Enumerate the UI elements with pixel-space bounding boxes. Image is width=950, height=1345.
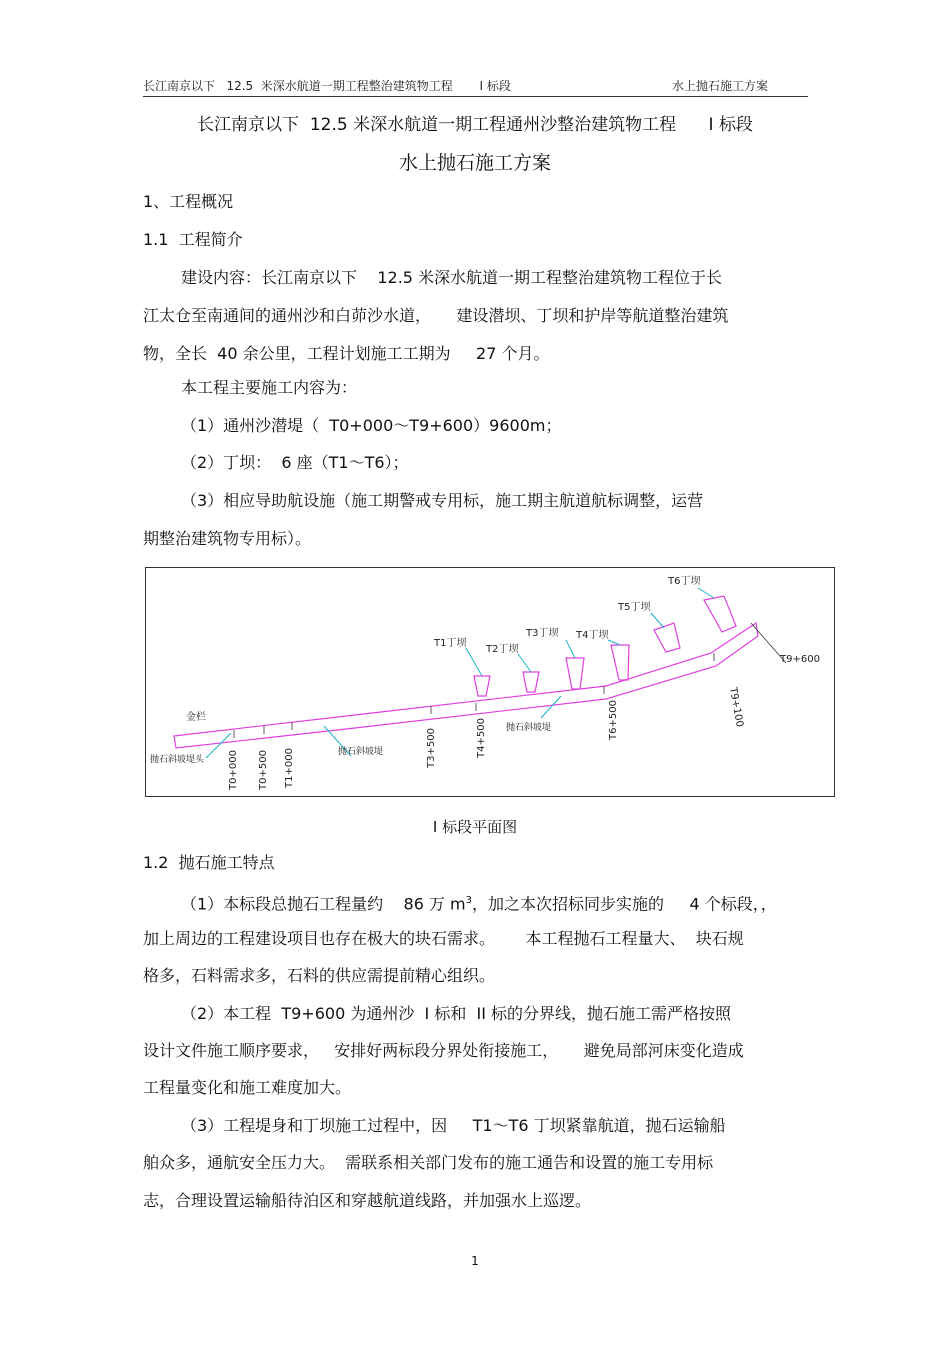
plan-figure (145, 567, 835, 797)
t3-groyne (566, 658, 584, 689)
label-t4-500: T4+500 (476, 718, 487, 758)
intro-line-1: 建设内容：长江南京以下 12.5 米深水航道一期工程整治建筑物工程位于长 (181, 268, 723, 287)
t4-groyne (611, 645, 629, 680)
label-jinlan: 金栏 (186, 712, 206, 723)
t6-groyne (704, 596, 736, 632)
section-heading-1-2: 1.2 抛石施工特点 (143, 853, 275, 872)
p1-line-2: 加上周边的工程建设项目也存在极大的块石需求。 本工程抛石工程量大、 块石规 (143, 929, 744, 948)
item-2: （2）丁坝： 6 座（T1～T6）； (181, 453, 409, 472)
label-t4: T4丁坝 (576, 630, 609, 641)
content-intro: 本工程主要施工内容为： (181, 378, 358, 397)
t5-groyne (654, 623, 680, 652)
label-t5: T5丁坝 (618, 602, 651, 613)
label-t1-000: T1+000 (284, 748, 295, 788)
leader-t1 (466, 648, 482, 676)
label-t0-500: T0+500 (258, 750, 269, 790)
leader-t5 (651, 613, 664, 628)
leader-t3 (566, 640, 575, 658)
p3-line-3: 志，合理设置运输船待泊区和穿越航道线路，并加强水上巡逻。 (143, 1191, 592, 1210)
document-subtitle: 水上抛石施工方案 (398, 152, 551, 174)
document-title: 长江南京以下 12.5 米深水航道一期工程通州沙整治建筑物工程 I 标段 (197, 115, 753, 135)
p2-line-2: 设计文件施工顺序要求， 安排好两标段分界处衔接施工， 避免局部河床变化造成 (143, 1041, 744, 1060)
p1-superscript: 3 (465, 895, 473, 906)
leader-t4 (608, 640, 620, 645)
p1-line-3: 格多，石料需求多，石料的供应需提前精心组织。 (143, 966, 496, 985)
p2-line-3: 工程量变化和施工难度加大。 (143, 1078, 352, 1097)
label-t6: T6丁坝 (668, 576, 701, 587)
tick-lines (234, 653, 714, 738)
label-head: 抛石斜坡堤头 (150, 755, 205, 765)
header-right: 水上抛石施工方案 (672, 79, 769, 93)
item-1: （1）通州沙潜堤（ T0+000～T9+600）9600m； (181, 416, 562, 435)
page-number: 1 (471, 1254, 479, 1268)
p3-line-2: 舶众多，通航安全压力大。 需联系相关部门发布的施工通告和设置的施工专用标 (143, 1153, 714, 1172)
plan-drawing (146, 568, 834, 796)
item-3-continued: 期整治建筑物专用标）。 (143, 529, 312, 548)
header-left: 长江南京以下 12.5 米深水航道一期工程整治建筑物工程 I 标段 (143, 79, 511, 93)
intro-line-2: 江太仓至南通间的通州沙和白茆沙水道， 建设潜坝、丁坝和护岸等航道整治建筑 (143, 306, 729, 325)
label-t0-000: T0+000 (228, 750, 239, 790)
section-heading-1-1: 1.1 工程简介 (143, 230, 243, 249)
label-t2: T2丁坝 (486, 644, 519, 655)
label-t3: T3丁坝 (526, 628, 559, 639)
t2-groyne (523, 672, 539, 692)
label-t1: T1丁坝 (434, 638, 467, 649)
t1-groyne (474, 676, 490, 696)
label-t9-100: T9+100 (727, 686, 745, 728)
leader-t6 (698, 588, 714, 598)
figure-caption: I 标段平面图 (432, 818, 518, 836)
label-slope1: 抛石斜坡堤 (338, 747, 384, 757)
label-slope2: 抛石斜坡堤 (506, 723, 552, 733)
p1-line-1 (181, 891, 777, 914)
label-t3-500: T3+500 (426, 728, 437, 768)
p3-line-1: （3）工程堤身和丁坝施工过程中，因 T1～T6 丁坝紧靠航道，抛石运输船 (181, 1116, 726, 1135)
p1-line-1-b: ，加之本次招标同步实施的 4 个标段，， (472, 894, 777, 914)
label-t6-500: T6+500 (608, 700, 619, 740)
leader-slope2 (541, 696, 561, 718)
header-rule (143, 96, 808, 97)
intro-line-3: 物，全长 40 余公里，工程计划施工工期为 27 个月。 (143, 344, 550, 363)
leader-t2 (518, 654, 531, 672)
p2-line-1: （2）本工程 T9+600 为通州沙 I 标和 II 标的分界线，抛石施工需严格按照 (181, 1004, 732, 1023)
label-t9-600: T9+600 (780, 654, 820, 665)
item-3: （3）相应导助航设施（施工期警戒专用标，施工期主航道航标调整，运营 (181, 491, 704, 510)
section-heading-1: 1、工程概况 (143, 192, 234, 211)
p1-line-1-a: （1）本标段总抛石工程量约 86 万 m (181, 894, 466, 914)
